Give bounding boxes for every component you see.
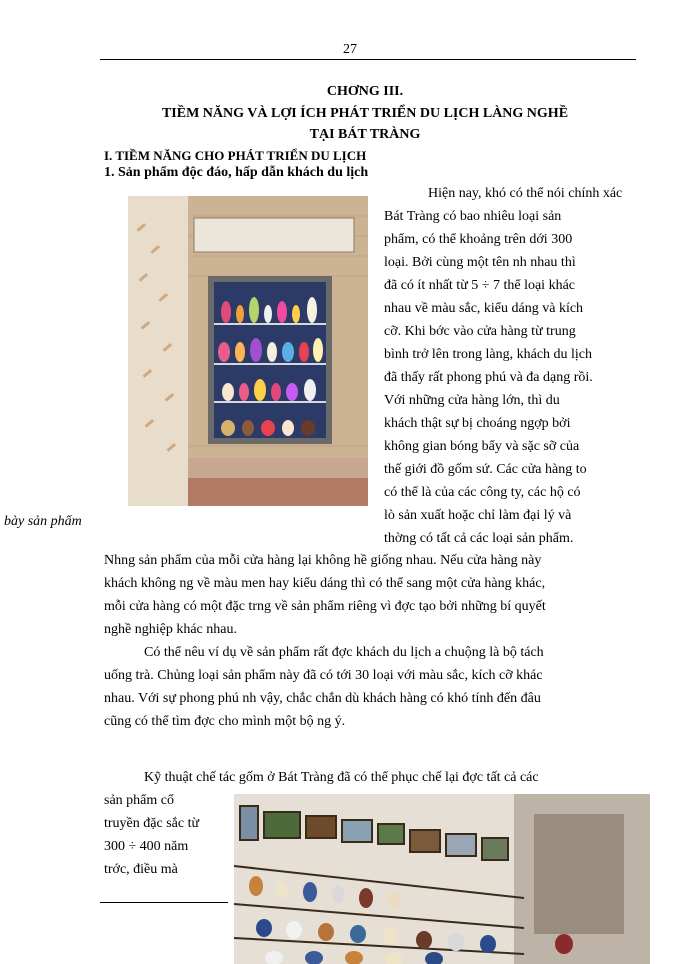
paragraph-line: nghề nghiệp khác nhau. — [104, 622, 237, 637]
shop-front-photo — [128, 196, 368, 506]
paragraph-line: trớc, điều mà — [104, 862, 178, 877]
chapter-title-line-1: TIỀM NĂNG VÀ LỢI ÍCH PHÁT TRIỂN DU LỊCH LÀNG NGHỀ — [161, 106, 569, 121]
chapter-title-line-2: TẠI BÁT TRÀNG — [309, 127, 421, 142]
paragraph-line: có thể là của các công ty, các hộ có — [384, 485, 581, 500]
paragraph-line: Có thể nêu ví dụ về sản phẩm rất đợc khách du lịch a chuộng là bộ tách — [144, 645, 544, 660]
paragraph-line: bình trở lên trong làng, khách du lịch — [384, 347, 593, 362]
footnote-rule — [100, 902, 228, 903]
header-rule — [100, 59, 636, 60]
paragraph-line: loại. Bởi cùng một tên nh nhau thì — [384, 255, 576, 270]
paragraph-line: đã thấy rất phong phú và đa dạng rồi. — [384, 370, 593, 385]
showroom-illustration — [234, 794, 650, 964]
paragraph-3-first-line: Kỹ thuật chế tác gốm ở Bát Tràng đã có thể phục chế lại đợc tất cả các — [144, 770, 539, 785]
paragraph-line: cỡ. Khi bớc vào cửa hàng từ trung — [384, 324, 576, 339]
section-heading: I. TIỀM NĂNG CHO PHÁT TRIỂN DU LỊCH — [104, 148, 367, 163]
paragraph-line: Hiện nay, khó có thể nói chính xác — [428, 186, 623, 201]
paragraph-line: đã có ít nhất từ 5 ÷ 7 thể loại khác — [384, 278, 575, 293]
paragraph-line: lò sản xuất hoặc chỉ làm đại lý và — [384, 508, 572, 523]
paragraph-line: khách thật sự bị choáng ngợp bởi — [384, 416, 571, 431]
subsection-heading: 1. Sản phẩm độc đáo, hấp dẫn khách du lịch — [104, 165, 369, 180]
paragraph-line: uống trà. Chủng loại sản phẩm này đã có tới 30 loại với màu sắc, kích cỡ khác — [104, 668, 543, 683]
chapter-label: CHƠNG III. — [326, 84, 404, 99]
paragraph-line: thờng có tất cả các loại sản phẩm. — [384, 531, 574, 546]
paragraph-line: cũng có thể tìm đợc cho mình một bộ ng ý. — [104, 714, 346, 729]
paragraph-line: Với những cửa hàng lớn, thì du — [384, 393, 560, 408]
paragraph-line: nhau về màu sắc, kiểu dáng và kích — [384, 301, 584, 316]
showroom-photo — [234, 794, 650, 964]
paragraph-line: nhau. Với sự phong phú nh vậy, chắc chắn dù khách hàng có khó tính đến đâu — [104, 691, 541, 706]
paragraph-line: thế giới đồ gốm sứ. Các cửa hàng to — [384, 462, 587, 477]
paragraph-line: Bát Tràng có bao nhiêu loại sản — [384, 209, 562, 224]
paragraph-line: sản phẩm cổ — [104, 793, 174, 808]
paragraph-line: truyền đặc sắc từ — [104, 816, 200, 831]
paragraph-line: mỗi cửa hàng có một đặc trng về sản phẩm riêng vì đợc tạo bởi những bí quyết — [104, 599, 546, 614]
page-number: 27 — [343, 42, 357, 57]
paragraph-line: Nhng sản phẩm của mỗi cửa hàng lại không hề giống nhau. Nếu cửa hàng này — [104, 553, 542, 568]
paragraph-line: 300 ÷ 400 năm — [104, 839, 189, 854]
paragraph-line: khách không ng về màu men hay kiểu dáng thì có thể sang một cửa hàng khác, — [104, 576, 546, 591]
paragraph-line: phẩm, có thể khoảng trên dới 300 — [384, 232, 573, 247]
shop-front-illustration — [128, 196, 368, 506]
figure-caption: bày sản phẩm — [4, 514, 82, 529]
paragraph-line: không gian bóng bẩy và sặc sỡ của — [384, 439, 580, 454]
